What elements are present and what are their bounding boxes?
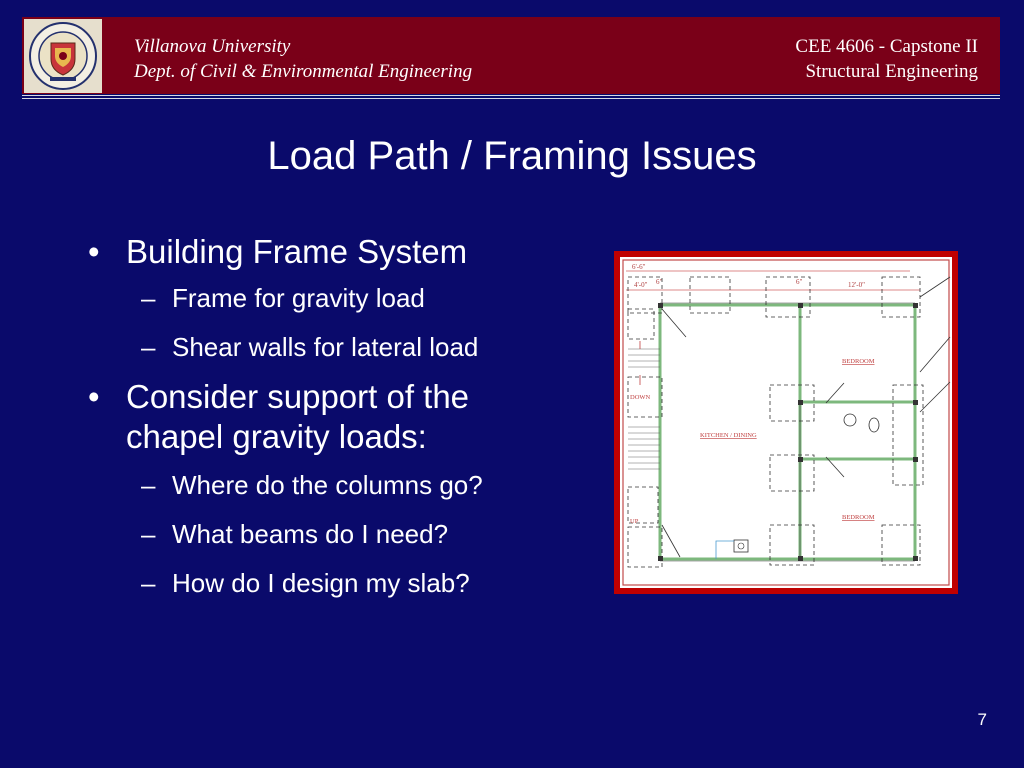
- plan-dim-top: 6'-6": [632, 263, 646, 271]
- sub-bullet-text: Shear walls for lateral load: [172, 332, 479, 362]
- plan-stair-up: UP: [630, 518, 639, 525]
- sub-bullet-item: [86, 469, 483, 501]
- sub-bullet-item: [86, 567, 483, 599]
- header-divider: [22, 98, 1000, 99]
- course-name: CEE 4606 - Capstone II: [795, 36, 978, 57]
- bullet-item: [86, 232, 483, 272]
- bullet-text-continued: chapel gravity loads:: [126, 418, 427, 455]
- plan-dim-3: 6": [796, 278, 803, 286]
- bullet-item: [86, 377, 483, 457]
- department-name: Dept. of Civil & Environmental Engineering: [134, 61, 473, 82]
- sub-bullet-text: How do I design my slab?: [172, 568, 470, 598]
- bullet-list: [86, 232, 483, 599]
- university-name: Villanova University: [134, 36, 291, 57]
- dash-marker: –: [141, 519, 156, 549]
- sub-bullet-item: [86, 518, 483, 550]
- dash-marker: –: [141, 470, 156, 500]
- plan-room-bedroom-2: BEDROOM: [842, 514, 875, 521]
- plan-dim-1: 4'-0": [634, 281, 648, 289]
- sub-bullet-item: [86, 331, 483, 363]
- plan-dim-2: 6": [656, 278, 663, 286]
- floor-plan-image: [620, 257, 952, 588]
- dash-marker: –: [141, 568, 156, 598]
- bullet-marker: •: [88, 233, 100, 270]
- dash-marker: –: [141, 332, 156, 362]
- plan-dim-4: 12'-0": [848, 281, 865, 289]
- bullet-marker: •: [88, 378, 100, 415]
- slide-title: Load Path / Framing Issues: [267, 134, 757, 178]
- page-number: 7: [977, 710, 987, 729]
- bullet-text: Building Frame System: [126, 233, 468, 270]
- bullet-text: Consider support of the: [126, 378, 470, 415]
- university-seal: [24, 19, 102, 93]
- course-topic: Structural Engineering: [805, 61, 978, 82]
- header-left: [134, 34, 472, 84]
- sub-bullet-text: Where do the columns go?: [172, 470, 483, 500]
- header-divider: [22, 95, 1000, 96]
- sub-bullet-text: What beams do I need?: [172, 519, 449, 549]
- plan-room-bedroom-1: BEDROOM: [842, 358, 875, 365]
- header-right: [795, 34, 978, 84]
- plan-room-kitchen: KITCHEN / DINING: [700, 432, 757, 439]
- sub-bullet-item: [86, 282, 483, 314]
- dash-marker: –: [141, 283, 156, 313]
- sub-bullet-text: Frame for gravity load: [172, 283, 425, 313]
- plan-stair-down: DOWN: [630, 394, 651, 401]
